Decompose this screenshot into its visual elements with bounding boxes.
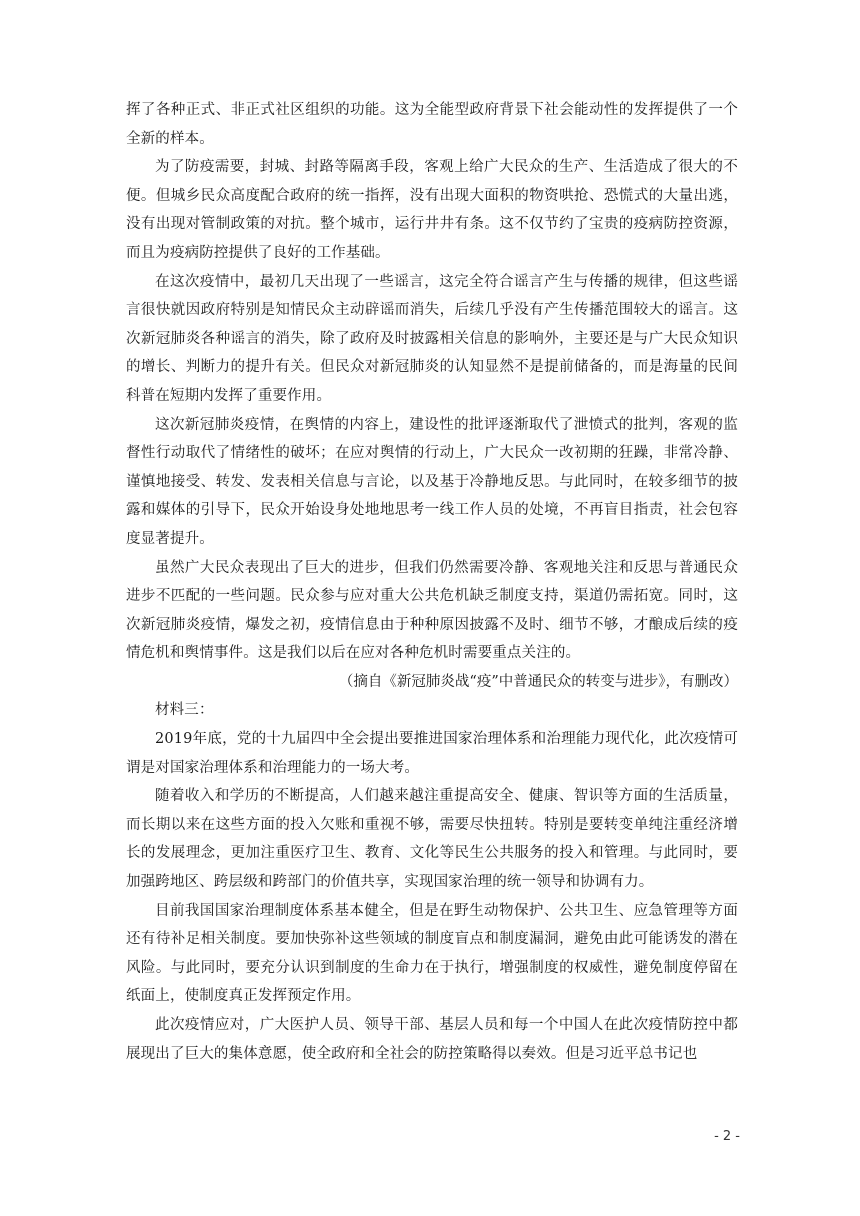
paragraph: 这次新冠肺炎疫情，在舆情的内容上，建设性的批评逐渐取代了泄愤式的批判，客观的监督性行动取代了情绪性的破坏；在应对舆情的行动上，广大民众一改初期的狂躁，非常冷静、谨慎地接受、转发、发表相关信息与言论，以及基于冷静地反思。与此同时，在较多细节的披露和媒体的引导下，民众开始设身处地地思考一线工作人员的处境，不再盲目指责，社会包容度显著提升。 xyxy=(126,416,738,547)
paragraph: 此次疫情应对，广大医护人员、领导干部、基层人员和每一个中国人在此次疫情防控中都展现出了巨大的集体意愿，使全政府和全社会的防控策略得以奏效。但是习近平总书记也 xyxy=(126,1017,738,1062)
paragraph: 目前我国国家治理制度体系基本健全，但是在野生动物保护、公共卫生、应急管理等方面还有待补足相关制度。要加快弥补这些领域的制度盲点和制度漏洞，避免由此可能诱发的潜在风险。与此同时，要充分认识到制度的生命力在于执行，增强制度的权威性，避免制度停留在纸面上，使制度真正发挥预定作用。 xyxy=(126,902,738,1005)
paragraph: 为了防疫需要，封城、封路等隔离手段，客观上给广大民众的生产、生活造成了很大的不便。但城乡民众高度配合政府的统一指挥，没有出现大面积的物资哄抢、恐慌式的大量出逃，没有出现对管制政策的对抗。整个城市，运行井井有条。这不仅节约了宝贵的疫病防控资源，而且为疫病防控提供了良好的工作基础。 xyxy=(126,159,738,261)
paragraph: 挥了各种正式、非正式社区组织的功能。这为全能型政府背景下社会能动性的发挥提供了一个全新的样本。 xyxy=(126,102,738,147)
document-body xyxy=(126,96,738,1068)
paragraph: 虽然广大民众表现出了巨大的进步，但我们仍然需要冷静、客观地关注和反思与普通民众进步不匹配的一些问题。民众参与应对重大公共危机缺乏制度支持，渠道仍需拓宽。同时，这次新冠肺炎疫情，爆发之初，疫情信息由于种种原因披露不及时、细节不够，才酿成后续的疫情危机和舆情事件。这是我们以后在应对各种危机时需要重点关注的。 xyxy=(126,559,738,662)
paragraph: 2019年底，党的十九届四中全会提出要推进国家治理体系和治理能力现代化，此次疫情可谓是对国家治理体系和治理能力的一场大考。 xyxy=(126,731,738,776)
paragraph: 材料三： xyxy=(155,702,214,719)
paragraph-group-material-two xyxy=(126,96,738,668)
paragraph: 随着收入和学历的不断提高，人们越来越注重提高安全、健康、智识等方面的生活质量，而长期以来在这些方面的投入欠账和重视不够，需要尽快扭转。特别是要转变单纯注重经济增长的发展理念，更加注重医疗卫生、教育、文化等民生公共服务的投入和管理。与此同时，要加强跨地区、跨层级和跨部门的价值共享，实现国家治理的统一领导和协调有力。 xyxy=(126,788,738,891)
paragraph-group-material-three xyxy=(126,696,738,1068)
source-citation: （摘自《新冠肺炎战“疫”中普通民众的转变与进步》，有删改） xyxy=(338,673,738,690)
page-number: - 2 - xyxy=(714,1129,740,1144)
paragraph: 在这次疫情中，最初几天出现了一些谣言，这完全符合谣言产生与传播的规律，但这些谣言很快就因政府特别是知情民众主动辟谣而消失，后续几乎没有产生传播范围较大的谣言。这次新冠肺炎各种谣言的消失，除了政府及时披露相关信息的影响外，主要还是与广大民众知识的增长、判断力的提升有关。但民众对新冠肺炎的认知显然不是提前储备的，而是海量的民间科普在短期内发挥了重要作用。 xyxy=(126,273,738,404)
